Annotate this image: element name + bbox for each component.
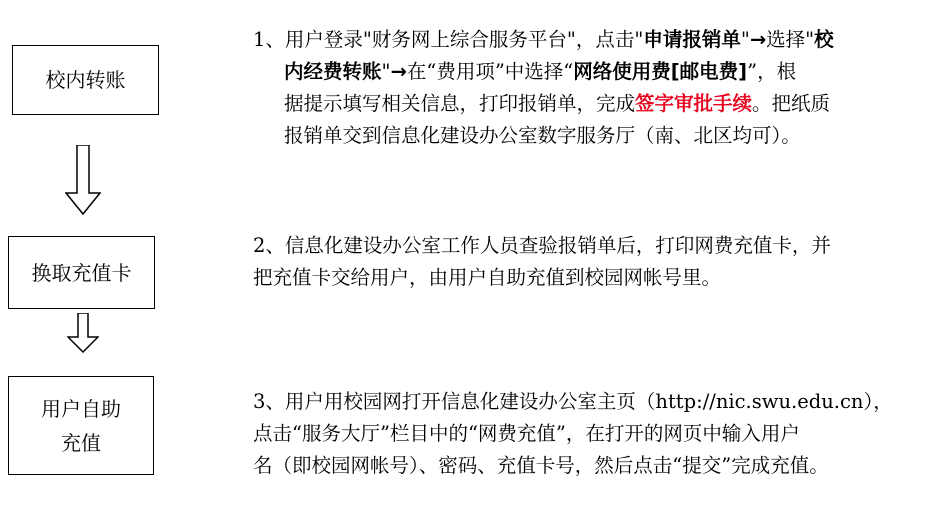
step-3-paragraph bbox=[253, 386, 938, 482]
step-2-line-1: 2、信息化建设办公室工作人员查验报销单后，打印网费充值卡，并 bbox=[253, 234, 831, 257]
campus-transfer-term: 校 bbox=[814, 28, 834, 51]
step-1-text: 在“费用项”中选择“ bbox=[406, 60, 574, 83]
step-1-text: " bbox=[740, 28, 750, 51]
step-1-text: 选择" bbox=[766, 28, 815, 51]
down-arrow-icon bbox=[65, 145, 101, 215]
flow-step-self-recharge-line1: 用户自助 bbox=[41, 396, 121, 421]
step-1-paragraph bbox=[253, 24, 933, 152]
step-3-line-2: 点击“服务大厅”栏目中的“网费充值”，在打开的网页中输入用户 bbox=[253, 422, 800, 445]
flow-step-self-recharge bbox=[8, 376, 154, 475]
step-1-text: 报销单交到信息化建设办公室数字服务厅（南、北区均可）。 bbox=[284, 124, 801, 147]
flow-step-self-recharge-label bbox=[41, 392, 121, 460]
step-1-text: 1、用户登录"财务网上综合服务平台"，点击" bbox=[253, 28, 644, 51]
down-arrow-icon bbox=[67, 313, 99, 353]
network-fee-term: 网络使用费[邮电费] bbox=[573, 60, 748, 83]
campus-transfer-term: 内经费转账 bbox=[284, 60, 382, 83]
right-arrow-icon: → bbox=[749, 28, 767, 51]
step-1-text: 据提示填写相关信息，打印报销单，完成 bbox=[284, 92, 636, 115]
step-1-text: " bbox=[381, 60, 391, 83]
flow-step-transfer-label: 校内转账 bbox=[45, 68, 126, 92]
step-1-text: ”，根 bbox=[747, 60, 797, 83]
step-2-paragraph bbox=[253, 230, 933, 294]
step-2-line-2: 把充值卡交给用户，由用户自助充值到校园网帐号里。 bbox=[253, 266, 722, 289]
signature-approval-highlight: 签字审批手续 bbox=[635, 92, 753, 115]
flow-step-exchange-card-label: 换取充值卡 bbox=[31, 260, 132, 285]
right-arrow-icon: → bbox=[390, 60, 407, 83]
flow-step-exchange-card bbox=[8, 236, 155, 309]
flow-step-self-recharge-line2: 充值 bbox=[61, 430, 101, 455]
step-1-continuation bbox=[253, 56, 933, 152]
flow-step-transfer bbox=[12, 45, 159, 115]
apply-reimbursement-term: 申请报销单 bbox=[643, 28, 741, 51]
step-1-text: 。把纸质 bbox=[752, 92, 831, 115]
step-3-line-1: 3、用户用校园网打开信息化建设办公室主页（http://nic.swu.edu.cn）， bbox=[253, 390, 893, 413]
step-3-line-3: 名（即校园网帐号）、密码、充值卡号，然后点击“提交”完成充值。 bbox=[253, 454, 829, 477]
